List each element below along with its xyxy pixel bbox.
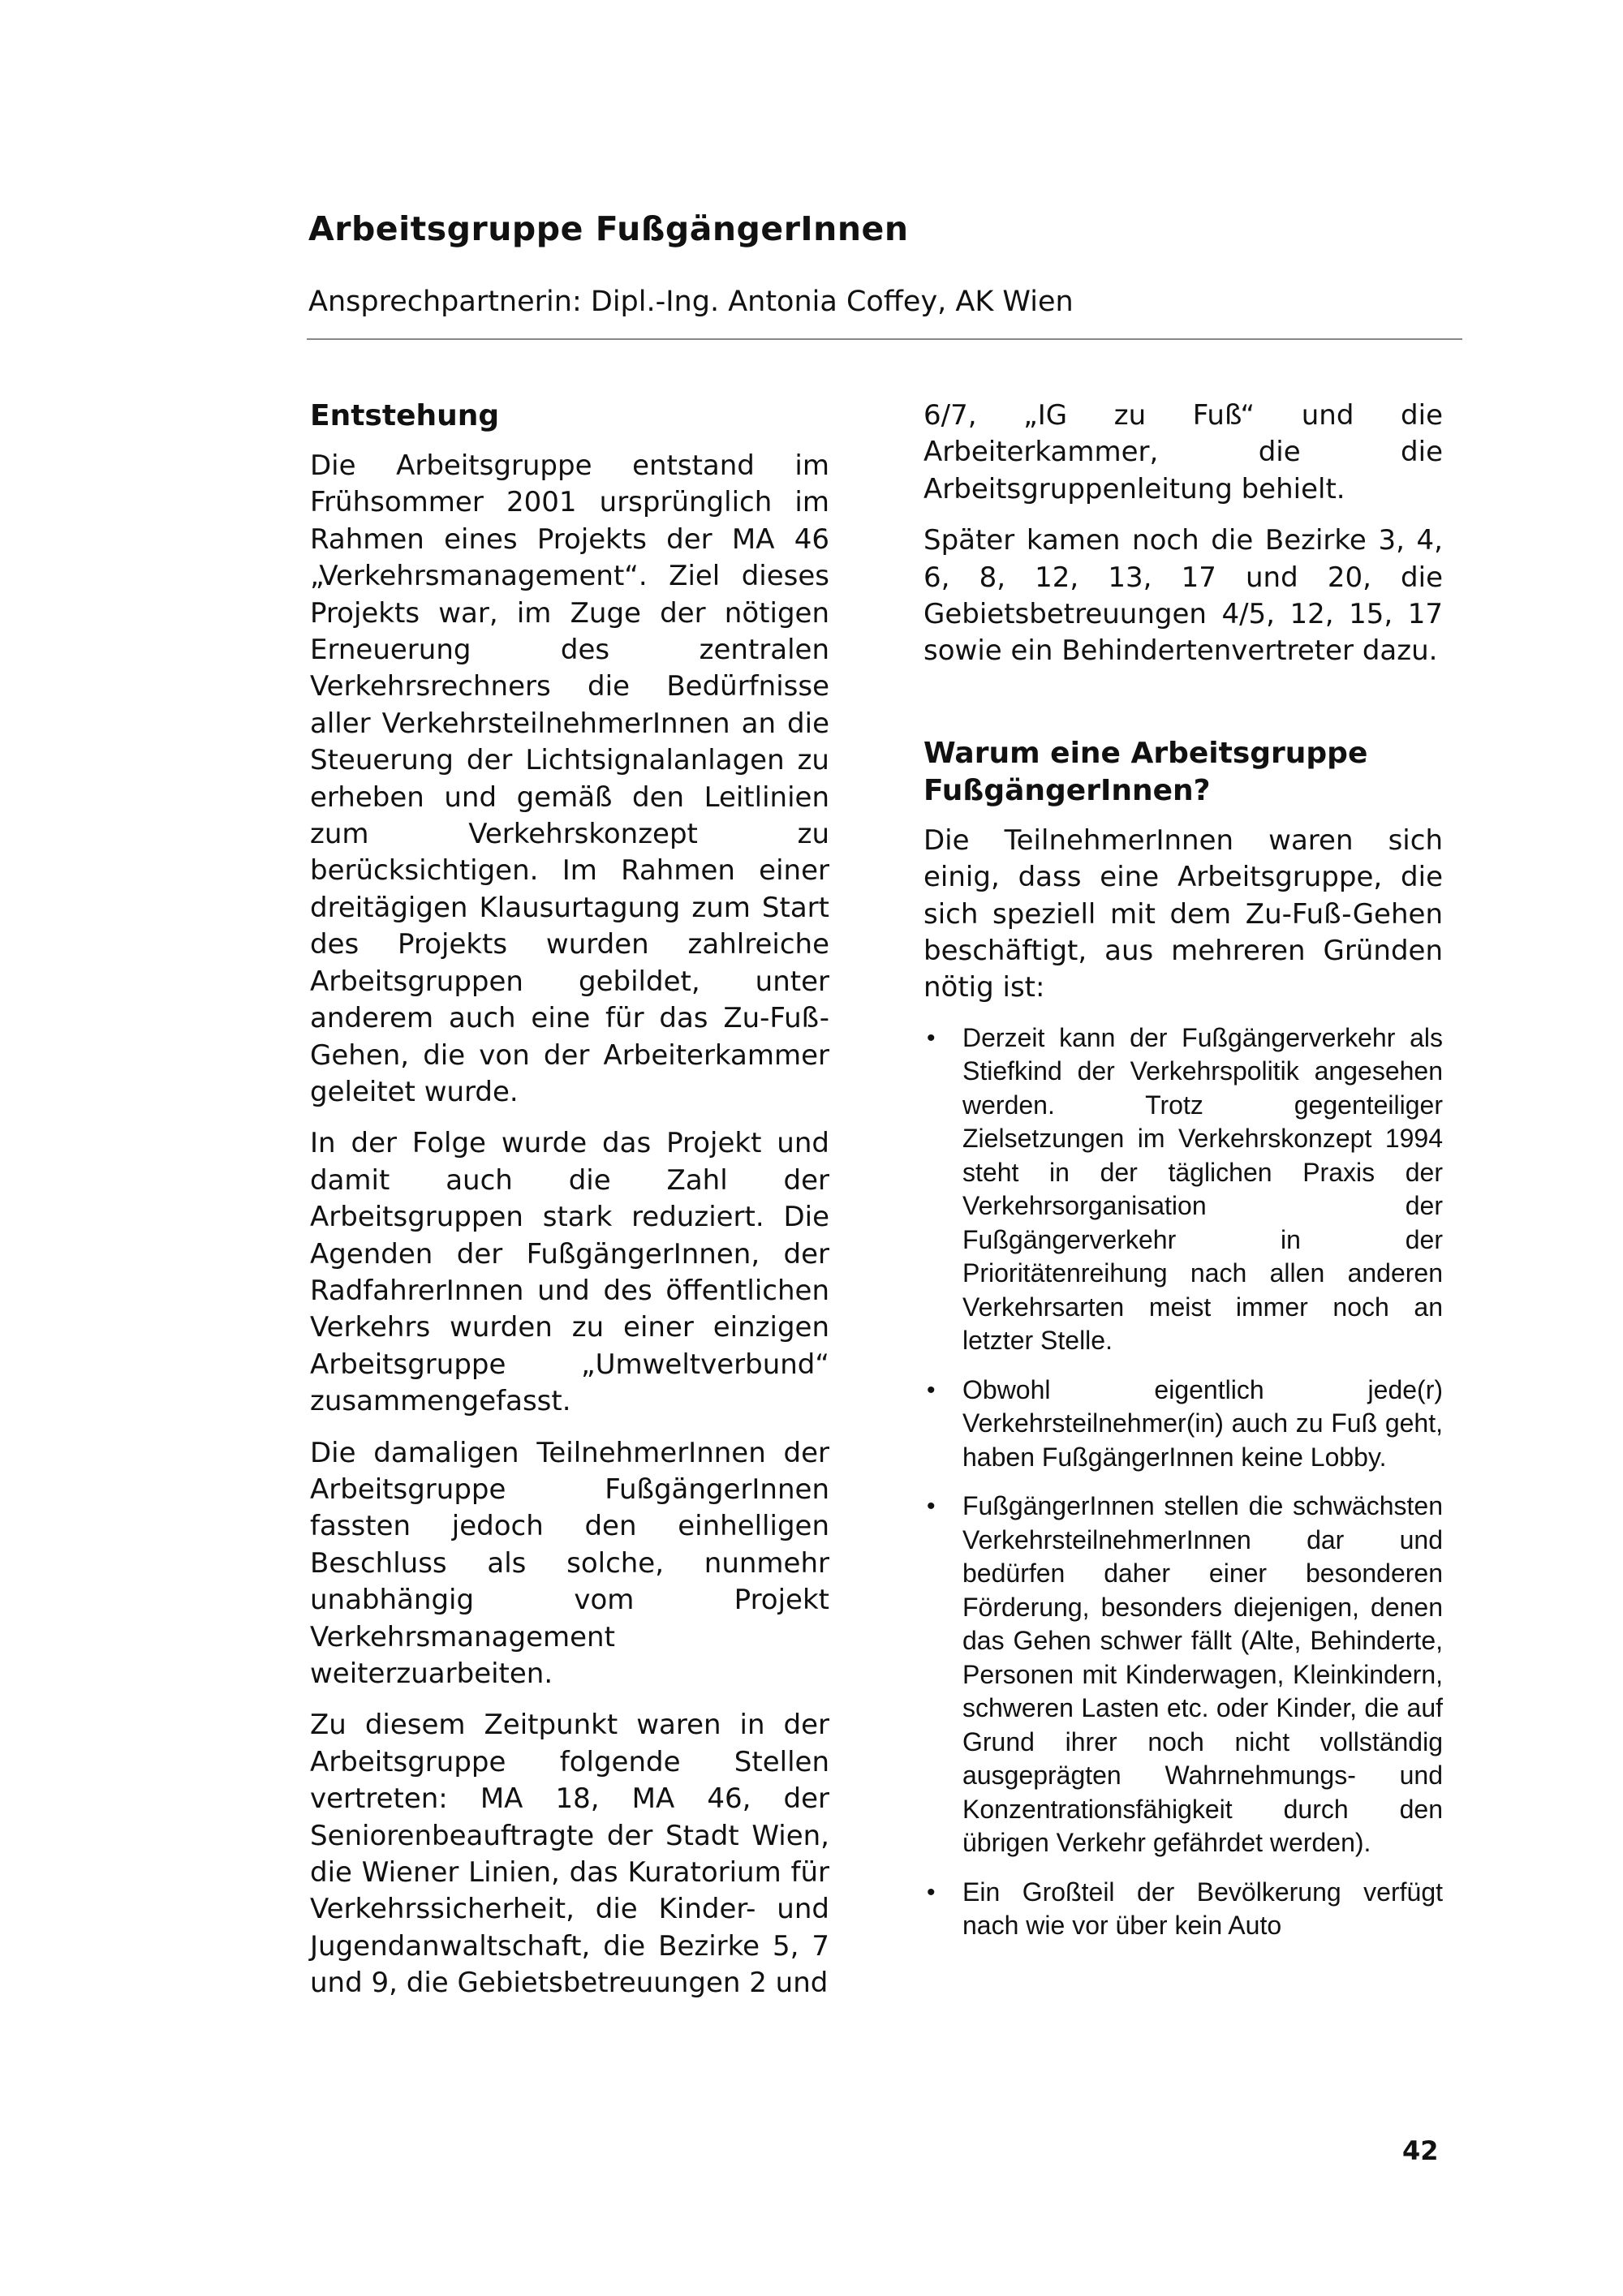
page-title: Arbeitsgruppe FußgängerInnen bbox=[308, 209, 909, 248]
list-item-text: Ein Großteil der Bevölkerung verfügt nach wie vor über kein Auto bbox=[962, 1877, 1443, 1941]
bullet-icon: • bbox=[927, 1376, 936, 1404]
paragraph: Die Arbeitsgruppe entstand im Frühsommer 2001 ursprünglich im Rahmen eines Projekts der MA 46 „Verkehrsmanagement“. Ziel dieses Projekts war, im Zuge der nötigen Erneuerung des zentralen Verkehrsrechners die Bedürfnisse aller VerkehrsteilnehmerInnen an die Steuerung der Lichtsignalanlagen zu erheben und gemäß den Leitlinien zum Verkehrskonzept zu berücksichtigen. Im Rahmen einer dreitägigen Klausurtagung zum Start des Projekts wurden zahlreiche Arbeitsgruppen gebildet, unter anderem auch eine für das Zu-Fuß-Gehen, die von der Arbeiterkammer geleitet wurde. bbox=[310, 449, 829, 1108]
paragraph: 6/7, „IG zu Fuß“ und die Arbeiterkammer, die die Arbeitsgruppenleitung behielt. bbox=[923, 399, 1443, 505]
list-item-text: Obwohl eigentlich jede(r) Verkehrsteilnehmer(in) auch zu Fuß geht, haben FußgängerInnen keine Lobby. bbox=[962, 1374, 1443, 1472]
paragraph: Später kamen noch die Bezirke 3, 4, 6, 8, 12, 13, 17 und 20, die Gebietsbetreuungen 4/5, 12, 15, 17 sowie ein Behindertenvertreter dazu. bbox=[923, 524, 1443, 668]
list-item bbox=[923, 1876, 1443, 1943]
section-heading-entstehung: Entstehung bbox=[310, 399, 500, 432]
bullet-icon: • bbox=[927, 1878, 936, 1906]
bullet-icon: • bbox=[927, 1024, 936, 1051]
right-column bbox=[923, 398, 1443, 1958]
bullet-icon: • bbox=[927, 1493, 936, 1520]
left-column bbox=[310, 398, 829, 2017]
page-number: 42 bbox=[1402, 2135, 1439, 2166]
header-divider bbox=[307, 338, 1462, 340]
list-item-text: Derzeit kann der Fußgängerverkehr als Stiefkind der Verkehrspolitik angesehen werden. Trotz gegenteiliger Zielsetzungen im Verkehrskonzept 1994 steht in der täglichen Praxis der Verkehrsorganisation der Fußgängerverkehr in der Prioritätenreihung nach allen anderen Verkehrsarten meist immer noch an letzter Stelle. bbox=[962, 1022, 1443, 1356]
list-item bbox=[923, 1021, 1443, 1358]
section-heading-warum: Warum eine Arbeitsgruppe FußgängerInnen? bbox=[923, 736, 1368, 807]
list-item-text: FußgängerInnen stellen die schwächsten VerkehrsteilnehmerInnen dar und bedürfen daher einer besonderen Förderung, besonders diejenigen, denen das Gehen schwer fällt (Alte, Behinderte, Personen mit Kinderwagen, Kleinkindern, schweren Lasten etc. oder Kinder, die auf Grund ihrer noch nicht vollständig ausgeprägten Wahrnehmungs- und Konzentrationsfähigkeit durch den übrigen Verkehr gefährdet werden). bbox=[962, 1491, 1443, 1858]
contact-line: Ansprechpartnerin: Dipl.-Ing. Antonia Coffey, AK Wien bbox=[308, 286, 1074, 318]
list-item bbox=[923, 1490, 1443, 1860]
reasons-list bbox=[923, 1021, 1443, 1943]
paragraph: Die damaligen TeilnehmerInnen der Arbeitsgruppe FußgängerInnen fassten jedoch den einhelligen Beschluss als solche, nunmehr unabhängig vom Projekt Verkehrsmanagement weiterzuarbeiten. bbox=[310, 1436, 829, 1690]
paragraph: Zu diesem Zeitpunkt waren in der Arbeitsgruppe folgende Stellen vertreten: MA 18, MA 46, der Seniorenbeauftragte der Stadt Wien, die Wiener Linien, das Kuratorium für Verkehrssicherheit, die Kinder- und Jugendanwaltschaft, die Bezirke 5, 7 und 9, die Gebietsbetreuungen 2 und bbox=[310, 1709, 829, 2000]
paragraph: Die TeilnehmerInnen waren sich einig, dass eine Arbeitsgruppe, die sich speziell mit dem Zu-Fuß-Gehen beschäftigt, aus mehreren Gründen nötig ist: bbox=[923, 823, 1443, 1004]
paragraph: In der Folge wurde das Projekt und damit auch die Zahl der Arbeitsgruppen stark reduziert. Die Agenden der FußgängerInnen, der RadfahrerInnen und des öffentlichen Verkehrs wurden zu einer einzigen Arbeitsgruppe „Umweltverbund“ zusammengefasst. bbox=[310, 1127, 829, 1418]
list-item bbox=[923, 1374, 1443, 1475]
